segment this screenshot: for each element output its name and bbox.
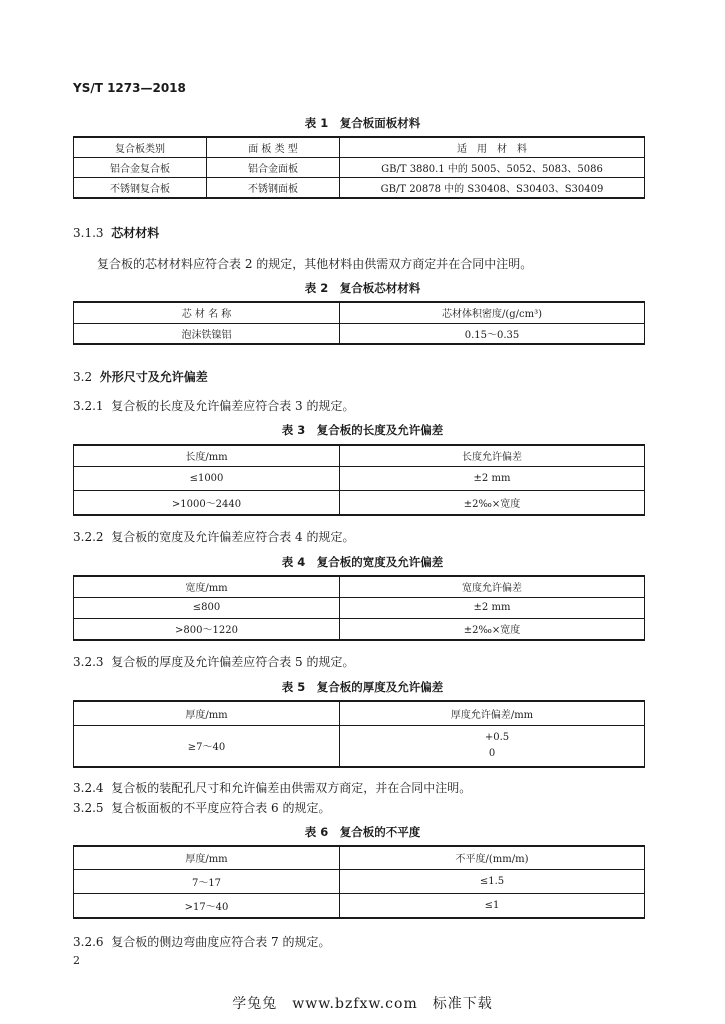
table1 (73, 136, 645, 199)
table-cell: ±2‰×宽度 (340, 618, 645, 640)
section-3-2-6 (73, 933, 330, 950)
table-row (74, 157, 645, 177)
section-text: 复合板的长度及允许偏差应符合表 3 的规定。 (111, 399, 355, 413)
table2-caption: 表 2 复合板芯材材料 (304, 281, 421, 295)
lower-deviation: 0 (488, 747, 496, 759)
table5-caption: 表 5 复合板的厚度及允许偏差 (281, 680, 444, 694)
table1-header-category: 复合板类别 (74, 137, 207, 157)
table6-caption: 表 6 复合板的不平度 (304, 825, 421, 839)
standard-id: YS/T 1273—2018 (73, 81, 186, 95)
table-cell: 不锈钢面板 (207, 177, 340, 198)
section-number: 3.2.6 (73, 935, 104, 949)
section-3-2-3 (73, 653, 354, 670)
table-cell: ±2 mm (340, 466, 645, 490)
table-cell: ≤1.5 (340, 869, 645, 893)
table-cell: 7～17 (74, 869, 340, 893)
table-cell: 铝合金面板 (207, 157, 340, 177)
table1-header-material: 适 用 材 料 (340, 137, 645, 157)
table-cell: 0.15～0.35 (340, 323, 645, 344)
table-row (74, 869, 645, 893)
section-3-2-heading (73, 368, 208, 385)
table-cell: ±2 mm (340, 597, 645, 618)
table-cell: ≤1 (340, 893, 645, 918)
table6 (73, 845, 645, 919)
table5 (73, 700, 645, 768)
table3-header-tolerance: 长度允许偏差 (340, 445, 645, 466)
table-row (74, 490, 645, 515)
table-cell: >800～1220 (74, 618, 340, 640)
table-cell: GB/T 20878 中的 S30408、S30403、S30409 (340, 177, 645, 198)
section-number: 3.2.4 (73, 781, 104, 795)
table-cell: GB/T 3880.1 中的 5005、5052、5083、5086 (340, 157, 645, 177)
table-row (74, 323, 645, 344)
section-number: 3.2.3 (73, 655, 104, 669)
page-number: 2 (73, 954, 80, 967)
table-cell: ≥7～40 (74, 725, 340, 767)
table1-caption: 表 1 复合板面板材料 (304, 116, 421, 130)
table4-header-tolerance: 宽度允许偏差 (340, 576, 645, 597)
table3-header-length: 长度/mm (74, 445, 340, 466)
section-3-1-3-text: 复合板的芯材材料应符合表 2 的规定，其他材料由供需双方商定并在合同中注明。 (97, 257, 533, 271)
table5-header-tolerance: 厚度允许偏差/mm (340, 701, 645, 725)
section-number: 3.2 (73, 370, 93, 384)
section-number: 3.2.2 (73, 530, 104, 544)
table-cell: 泡沫铁镍铝 (74, 323, 340, 344)
table-cell: ≤1000 (74, 466, 340, 490)
table-cell: ±2‰×宽度 (340, 490, 645, 515)
table2-header-density: 芯材体积密度/(g/cm³) (340, 302, 645, 323)
table-cell: ≤800 (74, 597, 340, 618)
section-3-1-3-heading (73, 224, 159, 241)
section-text: 复合板的侧边弯曲度应符合表 7 的规定。 (111, 935, 331, 949)
section-3-2-1 (73, 397, 354, 414)
tolerance-cell (340, 725, 645, 767)
table-row (74, 597, 645, 618)
section-number: 3.2.5 (73, 801, 104, 815)
section-text: 复合板的装配孔尺寸和允许偏差由供需双方商定，并在合同中注明。 (111, 781, 472, 795)
table2-header-core-name: 芯 材 名 称 (74, 302, 340, 323)
section-text: 复合板的宽度及允许偏差应符合表 4 的规定。 (111, 530, 355, 544)
table-row (74, 466, 645, 490)
table3-caption: 表 3 复合板的长度及允许偏差 (281, 423, 444, 437)
table-cell: >1000～2440 (74, 490, 340, 515)
table4 (73, 575, 645, 641)
table6-header-thickness: 厚度/mm (74, 846, 340, 869)
table-row (74, 893, 645, 918)
table-row (74, 618, 645, 640)
table2 (73, 301, 645, 345)
section-text: 复合板面板的不平度应符合表 6 的规定。 (111, 801, 331, 815)
footer-watermark: 学兔兔 www.bzfxw.com 标准下载 (232, 996, 493, 1012)
table3 (73, 444, 645, 516)
table1-header-panel-type: 面 板 类 型 (207, 137, 340, 157)
section-number: 3.1.3 (73, 226, 104, 240)
section-number: 3.2.1 (73, 399, 104, 413)
table-cell: >17～40 (74, 893, 340, 918)
section-text: 复合板的厚度及允许偏差应符合表 5 的规定。 (111, 655, 355, 669)
section-3-2-2 (73, 528, 354, 545)
section-3-2-5 (73, 799, 330, 816)
table-cell: 不锈钢复合板 (74, 177, 207, 198)
table4-header-width: 宽度/mm (74, 576, 340, 597)
table-row (74, 725, 645, 767)
table-row (74, 177, 645, 198)
upper-deviation: +0.5 (484, 731, 510, 743)
table5-header-thickness: 厚度/mm (74, 701, 340, 725)
table4-caption: 表 4 复合板的宽度及允许偏差 (281, 555, 444, 569)
table-cell: 铝合金复合板 (74, 157, 207, 177)
section-3-2-4 (73, 779, 471, 796)
table6-header-flatness: 不平度/(mm/m) (340, 846, 645, 869)
section-title: 外形尺寸及允许偏差 (99, 370, 208, 384)
section-title: 芯材材料 (111, 226, 160, 240)
